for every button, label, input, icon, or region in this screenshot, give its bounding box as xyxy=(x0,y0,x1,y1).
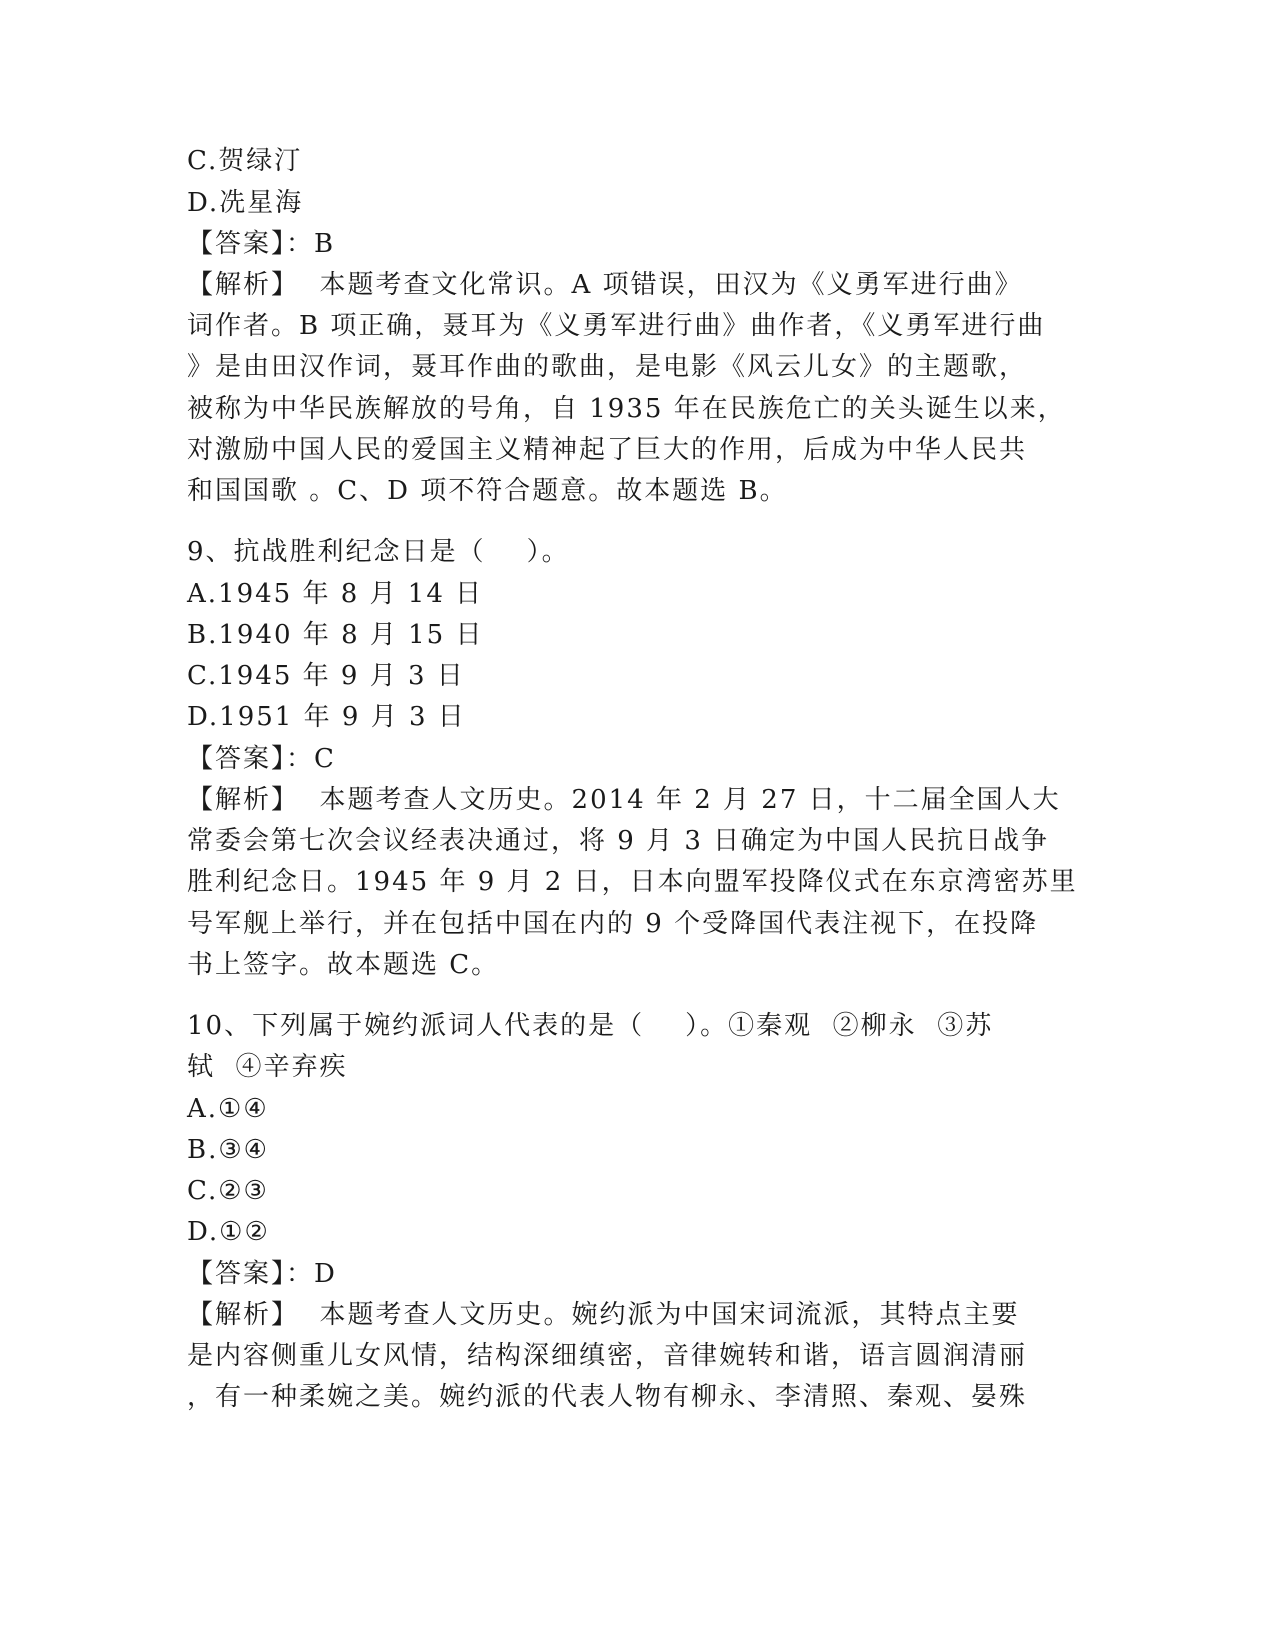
q8-analysis-line: 》是由田汉作词，聂耳作曲的歌曲，是电影《风云儿女》的主题歌， xyxy=(187,352,1028,382)
q9-option-c: C.1945 年 9 月 3 日 xyxy=(187,661,465,691)
q9-answer: 【答案】：C xyxy=(187,744,336,774)
q10-question-line: 10、下列属于婉约派词人代表的是（ ）。①秦观 ②柳永 ③苏 xyxy=(187,1011,994,1041)
q8-analysis-line: 词作者。B 项正确，聂耳为《义勇军进行曲》曲作者，《义勇军进行曲 xyxy=(187,311,1046,341)
q9-analysis-line: 胜利纪念日。1945 年 9 月 2 日，日本向盟军投降仪式在东京湾密苏里 xyxy=(187,867,1078,897)
q9-analysis-line: 常委会第七次会议经表决通过，将 9 月 3 日确定为中国人民抗日战争 xyxy=(187,826,1050,856)
q9-analysis-line: 号军舰上举行，并在包括中国在内的 9 个受降国代表注视下，在投降 xyxy=(187,909,1039,939)
q9-analysis-line: 书上签字。故本题选 C。 xyxy=(187,950,500,980)
q8-option-c: C.贺绿汀 xyxy=(187,146,303,176)
q10-option-b: B.③④ xyxy=(187,1135,269,1165)
q8-analysis-line: 【解析】 本题考查文化常识。A 项错误，田汉为《义勇军进行曲》 xyxy=(187,270,1023,300)
q9-option-b: B.1940 年 8 月 15 日 xyxy=(187,620,484,650)
q8-analysis-line: 被称为中华民族解放的号角，自 1935 年在民族危亡的关头诞生以来， xyxy=(187,394,1066,424)
q8-analysis-line: 和国国歌 。C、D 项不符合题意。故本题选 B。 xyxy=(187,476,788,506)
q10-option-c: C.②③ xyxy=(187,1176,269,1206)
q8-analysis-line: 对激励中国人民的爱国主义精神起了巨大的作用，后成为中华人民共 xyxy=(187,435,1028,465)
q9-option-a: A.1945 年 8 月 14 日 xyxy=(187,579,484,609)
q10-analysis-line: 【解析】 本题考查人文历史。婉约派为中国宋词流派，其特点主要 xyxy=(187,1300,1020,1330)
q9-option-d: D.1951 年 9 月 3 日 xyxy=(187,702,466,732)
q10-analysis-line: ，有一种柔婉之美。婉约派的代表人物有柳永、李清照、秦观、晏殊 xyxy=(187,1382,1028,1412)
q10-analysis-line: 是内容侧重儿女风情，结构深细缜密，音律婉转和谐，语言圆润清丽 xyxy=(187,1341,1028,1371)
q9-question: 9、抗战胜利纪念日是（ ）。 xyxy=(187,537,570,567)
q8-option-d: D.冼星海 xyxy=(187,188,304,218)
q8-answer: 【答案】：B xyxy=(187,229,336,259)
q10-question-line: 轼 ④辛弃疾 xyxy=(187,1052,348,1082)
q9-analysis-line: 【解析】 本题考查人文历史。2014 年 2 月 27 日，十二届全国人大 xyxy=(187,785,1061,815)
q10-answer: 【答案】：D xyxy=(187,1259,337,1289)
q10-option-d: D.①② xyxy=(187,1217,270,1247)
q10-option-a: A.①④ xyxy=(187,1094,269,1124)
